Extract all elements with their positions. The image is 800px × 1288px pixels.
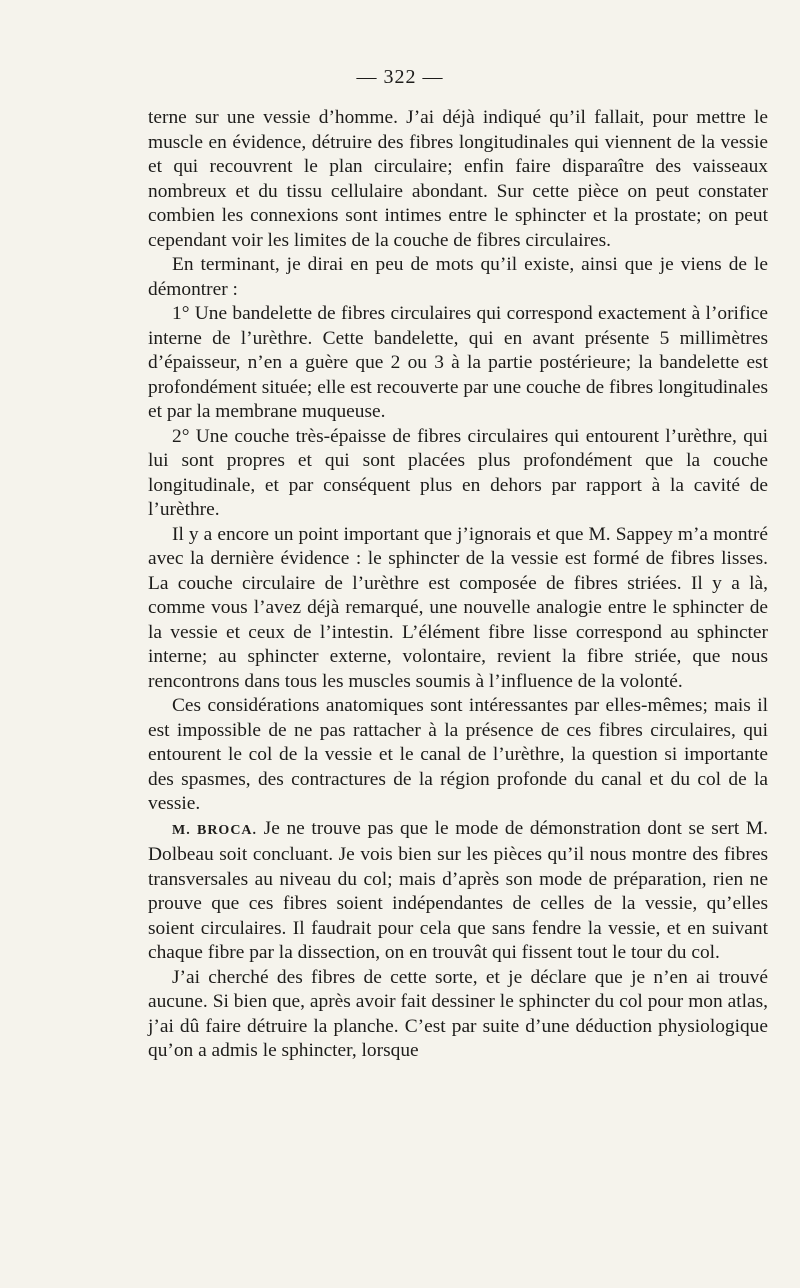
paragraph-point-two: 2° Une couche très-épaisse de fibres circulaires qui entourent l’urèthre, qui lui sont propres et qui sont placées plus profondément que la couche longitudinale, et par conséquent plus en dehors par rapport à la cavité de l’urèthre.: [148, 425, 768, 520]
paragraph-atlas: J’ai cherché des fibres de cette sorte, et je déclare que je n’en ai trouvé aucune. Si bien que, après avoir fait dessiner le sphincter du col pour mon atlas, j’ai dû faire détruire la planche. C’est par suite d’une déduction physiologique qu’on a admis le sphincter, lorsque: [148, 966, 768, 1061]
page-number: — 322 —: [356, 66, 444, 88]
speaker-name: M. BROCA.: [172, 822, 258, 838]
broca-remark: Je ne trouve pas que le mode de démonstration dont se sert M. Dolbeau soit concluant. Je vois bien sur les pièces qu’il nous montre des fibres transversales au niveau du col; mais d’après son mode de préparation, rien ne prouve que ces fibres soient indépendantes de celles de la vessie, qu’elles soient circulaires. Il faudrait pour cela que sans fendre la vessie, et en suivant chaque fibre par la dissection, on en trouvât qui fissent tout le tour du col.: [148, 817, 768, 963]
paragraph-point-one: 1° Une bandelette de fibres circulaires qui correspond exactement à l’orifice interne de l’urèthre. Cette bandelette, qui en avant présente 5 millimètres d’épaisseur, n’en a guère que 2 ou 3 à la partie postérieure; la bandelette est profondément située; elle est recouverte par une couche de fibres longitudinales et par la membrane muqueuse.: [148, 303, 768, 422]
paragraph-considerations: Ces considérations anatomiques sont intéressantes par elles-mêmes; mais il est impossible de ne pas rattacher à la présence de ces fibres circulaires, qui entourent le col de la vessie et le canal de l’urèthre, la question si importante des spasmes, des contractures de la région profonde du canal et du col de la vessie.: [148, 695, 768, 814]
body-text: [148, 106, 768, 1064]
paragraph-conclusion-intro: En terminant, je dirai en peu de mots qu’il existe, ainsi que je viens de le démontrer :: [148, 254, 768, 300]
paragraph-broca: [148, 817, 768, 966]
paragraph-continuation: terne sur une vessie d’homme. J’ai déjà indiqué qu’il fallait, pour mettre le muscle en évidence, détruire des fibres longitudinales qui viennent de la vessie et qui recouvrent le plan circulaire; enfin faire disparaître des vaisseaux nombreux et du tissu cellulaire abondant. Sur cette pièce on peut constater combien les connexions sont intimes entre le sphincter et la prostate; on peut cependant voir les limites de la couche de fibres circulaires.: [148, 107, 768, 251]
paragraph-sappey: Il y a encore un point important que j’ignorais et que M. Sappey m’a montré avec la dernière évidence : le sphincter de la vessie est formé de fibres lisses. La couche circulaire de l’urèthre est composée de fibres striées. Il y a là, comme vous l’avez déjà remarqué, une nouvelle analogie entre le sphincter de la vessie et ceux de l’intestin. L’élément fibre lisse correspond au sphincter interne; au sphincter externe, volontaire, revient la fibre striée, que nous rencontrons dans tous les muscles soumis à l’influence de la volonté.: [148, 523, 768, 692]
